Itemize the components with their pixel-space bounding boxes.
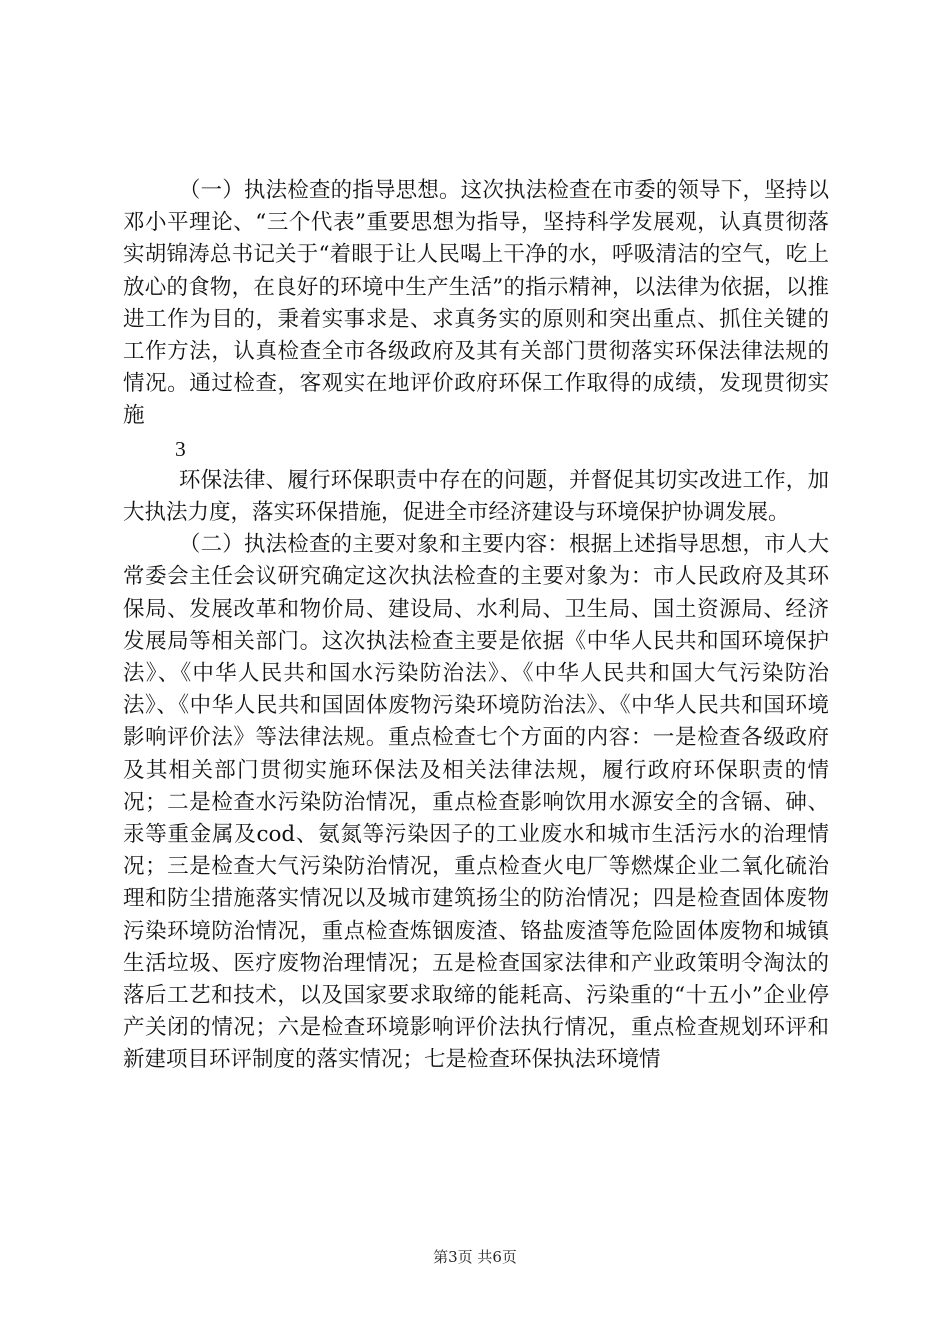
paragraph-guiding-principle: （一）执法检查的指导思想。这次执法检查在市委的领导下，坚持以邓小平理论、“三个代表”重要思想为指导，坚持科学发展观，认真贯彻落实胡锦涛总书记关于“着眼于让人民喝上干净的水，呼吸清洁的空气，吃上放心的食物，在良好的环境中生产生活”的指示精神，以法律为依据，以推进工作为目的，秉着实事求是、求真务实的原则和突出重点、抓住关键的工作方法，认真检查全市各级政府及其有关部门贯彻落实环保法律法规的情况。通过检查，客观实在地评价政府环保工作取得的成绩，发现贯彻实施 (123, 178, 829, 429)
paragraph-continuation: 环保法律、履行环保职责中存在的问题，并督促其切实改进工作，加大执法力度，落实环保措施，促进全市经济建设与环境保护协调发展。 (123, 467, 829, 526)
paragraph-inspection-targets: （二）执法检查的主要对象和主要内容：根据上述指导思想，市人大常委会主任会议研究确定这次执法检查的主要对象为：市人民政府及其环保局、发展改革和物价局、建设局、水利局、卫生局、国土资源局、经济发展局等相关部门。这次执法检查主要是依据《中华人民共和国环境保护法》、《中华人民共和国水污染防治法》、《中华人民共和国大气污染防治法》、《中华人民共和国固体废物污染环境防治法》、《中华人民共和国环境影响评价法》等法律法规。重点检查七个方面的内容：一是检查各级政府及其相关部门贯彻实施环保法及相关法律法规，履行政府环保职责的情况；二是检查水污染防治情况，重点检查影响饮用水源安全的含镉、砷、汞等重金属及cod、氨氮等污染因子的工业废水和城市生活污水的治理情况；三是检查大气污染防治情况，重点检查火电厂等燃煤企业二氧化硫治理和防尘措施落实情况以及城市建筑扬尘的防治情况；四是检查固体废物污染环境防治情况，重点检查炼铟废渣、铬盐废渣等危险固体废物和城镇生活垃圾、医疗废物治理情况；五是检查国家法律和产业政策明令淘汰的落后工艺和技术，以及国家要求取缔的能耗高、污染重的“十五小”企业停产关闭的情况；六是检查环境影响评价法执行情况，重点检查规划环评和新建项目环评制度的落实情况；七是检查环保执法环境情 (123, 532, 829, 1073)
inline-page-number: 3 (175, 436, 186, 461)
page-footer: 第3页 共6页 (433, 1248, 517, 1266)
document-body (123, 175, 829, 1077)
